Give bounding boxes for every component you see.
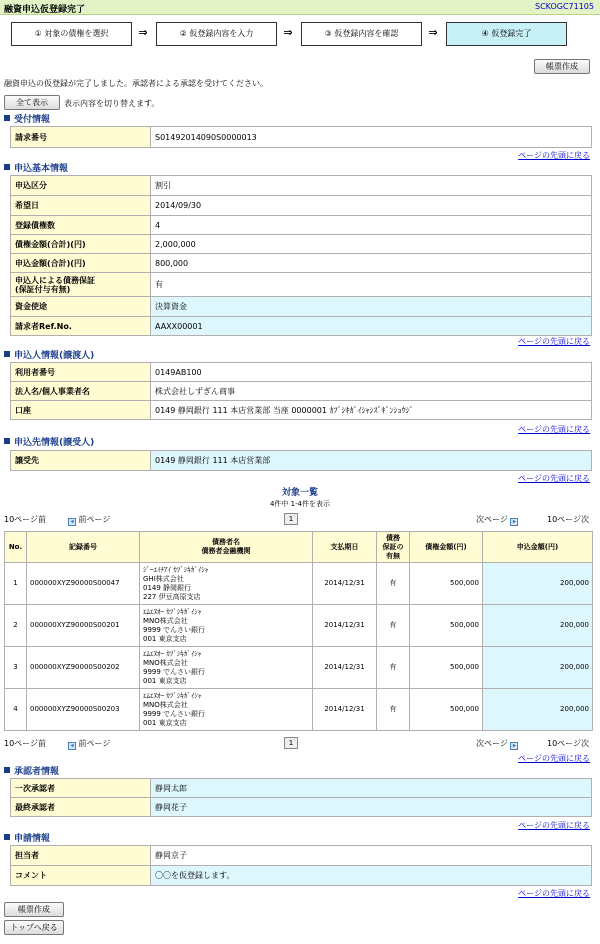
approver-table (10, 778, 592, 817)
info-label: 請求者Ref.No. (11, 317, 151, 336)
cell-debtor: ｴﾑｴﾇｵｰ ｶﾌﾞｼｷｶﾞｲｼｬ MNO株式会社 9999 でんさい銀行 001 東京支店 (140, 647, 313, 689)
section-bullet-icon (4, 115, 10, 121)
section-basic-title: 申込基本情報 (4, 161, 68, 174)
step-select-claim: ① 対象の債権を選択 (11, 22, 132, 46)
page-top-link[interactable]: ページの先頭に戻る (518, 425, 590, 434)
page-top-link[interactable]: ページの先頭に戻る (518, 889, 590, 898)
cell-record: 000000XYZ90000S00047 (27, 563, 140, 605)
info-value: S01492014090S0000013 (151, 127, 592, 148)
table-row (5, 605, 593, 647)
info-value: 800,000 (151, 254, 592, 273)
chevron-right-icon: ▸ (510, 742, 518, 750)
pager-prev[interactable]: ◂ 前ページ (68, 514, 110, 526)
step-confirm: ③ 仮登録内容を確認 (301, 22, 422, 46)
chevron-left-icon: ◂ (68, 518, 76, 526)
cell-amount: 500,000 (410, 647, 483, 689)
section-applicant-title: 申込人情報(譲渡人) (4, 348, 94, 361)
info-value: 〇〇を仮登録します。 (151, 866, 592, 886)
info-label: 口座 (11, 401, 151, 420)
cell-record: 000000XYZ90000S00203 (27, 689, 140, 731)
page-top-link[interactable]: ページの先頭に戻る (518, 474, 590, 483)
pager-top (4, 513, 592, 526)
cell-due: 2014/12/31 (313, 689, 377, 731)
receipt-table (10, 126, 592, 148)
section-destination-title: 申込先情報(譲受人) (4, 435, 94, 448)
info-value: 割引 (151, 176, 592, 196)
info-label: 債権金額(合計)(円) (11, 235, 151, 254)
page-top-link[interactable]: ページの先頭に戻る (518, 821, 590, 830)
info-value: 決算資金 (151, 297, 592, 317)
destination-table (10, 450, 592, 471)
pager-page-number[interactable]: 1 (284, 737, 298, 749)
section-bullet-icon (4, 351, 10, 357)
info-row (11, 176, 592, 196)
info-row (11, 297, 592, 317)
info-value: 有 (151, 273, 592, 297)
pager-next[interactable]: 次ページ ▸ (476, 738, 518, 750)
info-row (11, 779, 592, 798)
info-label: 申込金額(合計)(円) (11, 254, 151, 273)
col-header-record: 記録番号 (27, 532, 140, 563)
toggle-hint: 表示内容を切り替えます。 (64, 99, 160, 108)
info-value: 静岡京子 (151, 846, 592, 866)
cell-no: 3 (5, 647, 27, 689)
table-row (5, 647, 593, 689)
pager-prev[interactable]: ◂ 前ページ (68, 738, 110, 750)
info-value: 4 (151, 216, 592, 235)
info-value: 0149 静岡銀行 111 本店営業部 (151, 451, 592, 471)
section-bullet-icon (4, 767, 10, 773)
list-header-row (5, 532, 593, 563)
col-header-apply: 申込金額(円) (483, 532, 593, 563)
cell-record: 000000XYZ90000S00202 (27, 647, 140, 689)
cell-debtor: ｴﾑｴﾇｵｰ ｶﾌﾞｼｷｶﾞｲｼｬ MNO株式会社 9999 でんさい銀行 001 東京支店 (140, 605, 313, 647)
info-row (11, 798, 592, 817)
pager-next[interactable]: 次ページ ▸ (476, 514, 518, 526)
cell-guarantee: 有 (377, 647, 410, 689)
cell-guarantee: 有 (377, 689, 410, 731)
page-top-link[interactable]: ページの先頭に戻る (518, 337, 590, 346)
section-application-title: 申請情報 (4, 831, 50, 844)
completion-message: 融資申込の仮登録が完了しました。承認者による承認を受けてください。 (4, 79, 268, 88)
step-arrow-icon: ⇒ (428, 26, 438, 39)
info-label: 法人名/個人事業者名 (11, 382, 151, 401)
section-bullet-icon (4, 164, 10, 170)
info-row (11, 216, 592, 235)
step-arrow-icon: ⇒ (283, 26, 293, 39)
pager-prev10-label: 10ページ前 (4, 515, 47, 524)
info-row (11, 254, 592, 273)
info-label: 資金使途 (11, 297, 151, 317)
table-row (5, 689, 593, 731)
info-label: 請求番号 (11, 127, 151, 148)
target-list-table (4, 531, 593, 731)
col-header-amount: 債権金額(円) (410, 532, 483, 563)
info-value: 2,000,000 (151, 235, 592, 254)
pager-prev10-label: 10ページ前 (4, 739, 47, 748)
pager-next10-label: 10ページ次 (547, 739, 590, 748)
info-row (11, 196, 592, 216)
pager-next10-label: 10ページ次 (547, 515, 590, 524)
cell-debtor: ｼﾞｰｴｲﾁｱｲ ｶﾌﾞｼｷｶﾞｲｼｬ GHI株式会社 0149 静岡銀行 227 伊豆高原支店 (140, 563, 313, 605)
pager-page-number[interactable]: 1 (284, 513, 298, 525)
info-row (11, 235, 592, 254)
cell-debtor: ｴﾑｴﾇｵｰ ｶﾌﾞｼｷｶﾞｲｼｬ MNO株式会社 9999 でんさい銀行 001 東京支店 (140, 689, 313, 731)
section-bullet-icon (4, 438, 10, 444)
info-value: 0149AB100 (151, 363, 592, 382)
cell-due: 2014/12/31 (313, 563, 377, 605)
cell-no: 2 (5, 605, 27, 647)
info-row (11, 382, 592, 401)
screen-code: SCKOGC71105 (534, 2, 594, 11)
section-approver-title: 承認者情報 (4, 764, 59, 777)
info-row (11, 317, 592, 336)
section-receipt-title: 受付情報 (4, 112, 50, 125)
col-header-guarantee: 債務 保証の 有無 (377, 532, 410, 563)
col-header-no: No. (5, 532, 27, 563)
report-create-button-top[interactable]: 帳票作成 (534, 59, 590, 74)
table-row (5, 563, 593, 605)
col-header-due: 支払期日 (313, 532, 377, 563)
basic-info-table (10, 175, 592, 336)
info-value: 株式会社しずぎん商事 (151, 382, 592, 401)
info-row (11, 273, 592, 297)
cell-no: 4 (5, 689, 27, 731)
list-caption: 対象一覧 (281, 488, 318, 498)
cell-amount: 500,000 (410, 605, 483, 647)
info-label: 担当者 (11, 846, 151, 866)
cell-apply: 200,000 (483, 689, 593, 731)
pager-bottom (4, 737, 592, 750)
info-label: 登録債権数 (11, 216, 151, 235)
show-all-button[interactable]: 全て表示 (4, 95, 60, 110)
applicant-table (10, 362, 592, 420)
list-count: 4件中 1-4件を表示 (269, 500, 331, 508)
cell-apply: 200,000 (483, 647, 593, 689)
cell-guarantee: 有 (377, 563, 410, 605)
info-value: 静岡太郎 (151, 779, 592, 798)
info-row (11, 451, 592, 471)
page-top-link[interactable]: ページの先頭に戻る (518, 151, 590, 160)
chevron-right-icon: ▸ (510, 518, 518, 526)
cell-due: 2014/12/31 (313, 605, 377, 647)
step-input: ② 仮登録内容を入力 (156, 22, 277, 46)
cell-no: 1 (5, 563, 27, 605)
step-indicator (11, 22, 591, 46)
info-label: 最終承認者 (11, 798, 151, 817)
info-value: 静岡花子 (151, 798, 592, 817)
info-value: AAXX00001 (151, 317, 592, 336)
info-row (11, 846, 592, 866)
info-value: 2014/09/30 (151, 196, 592, 216)
page-title: 融資申込仮登録完了 (4, 5, 86, 15)
application-table (10, 845, 592, 886)
col-header-debtor: 債務者名 債務者金融機関 (140, 532, 313, 563)
info-label: 利用者番号 (11, 363, 151, 382)
back-to-top-button[interactable]: トップへ戻る (4, 920, 64, 935)
info-row (11, 401, 592, 420)
cell-due: 2014/12/31 (313, 647, 377, 689)
info-row (11, 866, 592, 886)
info-label: 希望日 (11, 196, 151, 216)
chevron-left-icon: ◂ (68, 742, 76, 750)
info-value: 0149 静岡銀行 111 本店営業部 当座 0000001 ｶﾌﾞｼｷｶﾞｲｼｬｼｽﾞｷﾞﾝｼｮｳｼﾞ (151, 401, 592, 420)
info-label: コメント (11, 866, 151, 886)
cell-amount: 500,000 (410, 563, 483, 605)
info-label: 申込区分 (11, 176, 151, 196)
info-row (11, 127, 592, 148)
cell-guarantee: 有 (377, 605, 410, 647)
page-top-link[interactable]: ページの先頭に戻る (518, 754, 590, 763)
info-row (11, 363, 592, 382)
report-create-button-bottom[interactable]: 帳票作成 (4, 902, 64, 917)
cell-apply: 200,000 (483, 563, 593, 605)
info-label: 申込人による債務保証 (保証付与有無) (11, 273, 151, 297)
info-label: 譲受先 (11, 451, 151, 471)
step-complete: ④ 仮登録完了 (446, 22, 567, 46)
cell-amount: 500,000 (410, 689, 483, 731)
title-bar (0, 0, 600, 15)
info-label: 一次承認者 (11, 779, 151, 798)
step-arrow-icon: ⇒ (138, 26, 148, 39)
cell-apply: 200,000 (483, 605, 593, 647)
cell-record: 000000XYZ90000S00201 (27, 605, 140, 647)
section-bullet-icon (4, 834, 10, 840)
